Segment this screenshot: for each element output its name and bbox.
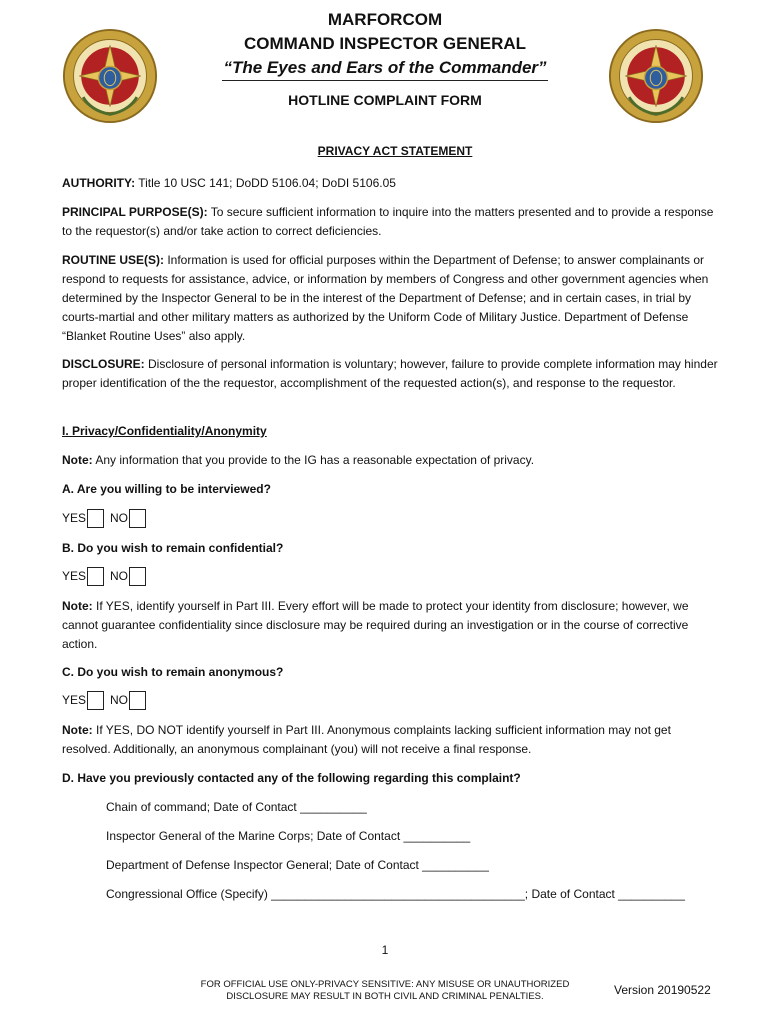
yes-label-a: YES [62,511,87,525]
privacy-note [62,451,722,470]
privacy-heading: PRIVACY ACT STATEMENT [317,144,473,158]
yes-checkbox-a[interactable] [87,509,104,528]
question-c: C. Do you wish to remain anonymous? [62,665,284,679]
purpose-paragraph [62,203,722,241]
note-text: Any information that you provide to the IG has a reasonable expectation of privacy. [92,453,535,467]
yes-label-b: YES [62,569,87,583]
page-number: 1 [381,943,389,957]
form-title: HOTLINE COMPLAINT FORM [288,92,482,108]
routine-label: ROUTINE USE(S): [62,253,164,267]
answer-c-row [62,690,152,710]
no-label-c: NO [110,693,129,707]
disclosure-label: DISCLOSURE: [62,357,145,371]
purpose-text: To secure sufficient information to inquire into the matters presented and to provide a response to the requestor(s) and/or take action to correct deficiencies. [62,205,714,238]
disclosure-paragraph [62,355,722,393]
contact-congressional-office[interactable]: Congressional Office (Specify) ______________________________________; Date of Contact __________ [106,887,685,901]
no-checkbox-b[interactable] [129,567,146,586]
contact-chain-of-command[interactable]: Chain of command; Date of Contact __________ [106,800,367,814]
routine-text: Information is used for official purposes within the Department of Defense; to answer complainants or respond to requests for assistance, advice, or information by members of Congress and other government agencies when determined by the Inspector General to be in the interest of the Department of Defense; and in certain cases, in trial by courts-martial and other military matters as authorized by the Uniform Code of Military Justice. Department of Defense “Blanket Routine Uses” also apply. [62,253,709,343]
note-label: Note: [62,453,93,467]
office-name: COMMAND INSPECTOR GENERAL [243,34,527,53]
fouo-line-2: DISCLOSURE MAY RESULT IN BOTH CIVIL AND CRIMINAL PENALTIES. [226,991,544,1002]
yes-label-c: YES [62,693,87,707]
disclosure-text: Disclosure of personal information is voluntary; however, failure to provide complete information may hinder proper identification of the the requestor, accomplishment of the requested action(s), and response to the requestor. [62,357,718,390]
question-b: B. Do you wish to remain confidential? [62,541,284,555]
yes-checkbox-b[interactable] [87,567,104,586]
note2-label: Note: [62,599,93,613]
note3-label: Note: [62,723,93,737]
version-label: Version 20190522 [614,983,711,997]
org-name: MARFORCOM [327,10,443,29]
authority-paragraph [62,174,722,193]
fouo-line-1: FOR OFFICIAL USE ONLY-PRIVACY SENSITIVE: ANY MISUSE OR UNAUTHORIZED [200,979,570,990]
authority-label: AUTHORITY: [62,176,136,190]
no-label-b: NO [110,569,129,583]
no-label-a: NO [110,511,129,525]
contact-ig-marine-corps[interactable]: Inspector General of the Marine Corps; Date of Contact __________ [106,829,471,843]
question-d: D. Have you previously contacted any of the following regarding this complaint? [62,771,521,785]
authority-text: Title 10 USC 141; DoDD 5106.04; DoDI 5106.05 [135,176,396,190]
header-rule [222,80,548,81]
contact-dod-ig[interactable]: Department of Defense Inspector General; Date of Contact __________ [106,858,489,872]
confidential-note [62,597,722,654]
fouo-notice [180,979,590,1003]
answer-b-row [62,566,152,586]
question-a: A. Are you willing to be interviewed? [62,482,271,496]
note2-text: If YES, identify yourself in Part III. Every effort will be made to protect your identity from disclosure; however, we cannot guarantee confidentiality since disclosure may be required during an investigation or in the course of corrective action. [62,599,689,651]
no-checkbox-c[interactable] [129,691,146,710]
purpose-label: PRINCIPAL PURPOSE(S): [62,205,208,219]
note3-text: If YES, DO NOT identify yourself in Part III. Anonymous complaints lacking sufficient information may not get resolved. Additionally, an anonymous complainant (you) will not receive a final response. [62,723,671,756]
routine-paragraph [62,251,722,346]
anonymous-note [62,721,722,759]
answer-a-row [62,508,152,528]
no-checkbox-a[interactable] [129,509,146,528]
section1-heading: I. Privacy/Confidentiality/Anonymity [62,424,267,438]
yes-checkbox-c[interactable] [87,691,104,710]
motto: “The Eyes and Ears of the Commander” [223,58,547,77]
